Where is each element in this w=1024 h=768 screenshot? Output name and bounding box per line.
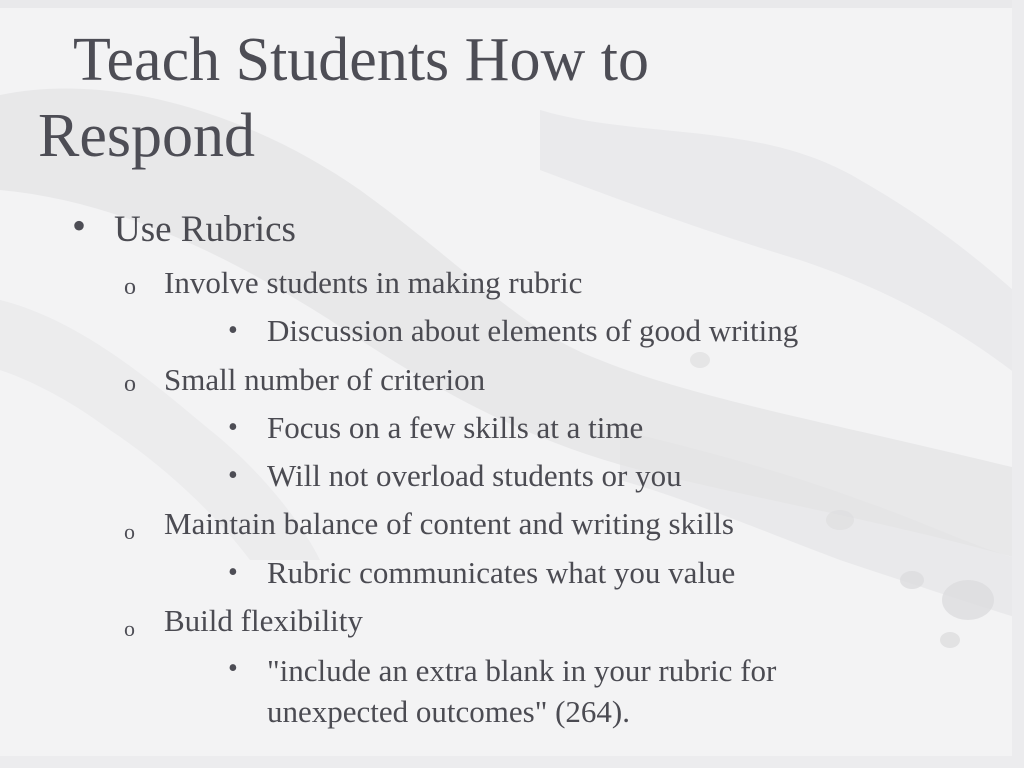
list-item-text: Involve students in making rubric [164, 265, 583, 300]
slide-title: Teach Students How to Respond [38, 26, 649, 170]
list-item [124, 361, 485, 399]
bullet-marker: o [124, 274, 136, 300]
bullet-marker: • [228, 460, 238, 491]
list-item [228, 554, 735, 592]
list-item-text: Maintain balance of content and writing skills [164, 506, 734, 541]
list-item-text: Focus on a few skills at a time [267, 410, 644, 445]
bullet-marker: o [124, 616, 135, 641]
list-item [124, 505, 734, 543]
list-item [228, 312, 798, 350]
list-item [228, 457, 682, 495]
bullet-marker: o [124, 519, 135, 544]
bullet-marker: o [124, 371, 136, 397]
list-item [124, 264, 582, 302]
list-item-text: Build flexibility [164, 603, 363, 638]
list-item-text: Small number of criterion [164, 362, 486, 397]
bullet-marker: • [228, 653, 238, 684]
bullet-marker: • [228, 412, 238, 443]
list-item [228, 409, 643, 447]
list-item-text: "include an extra blank in your rubric for unexpected outcomes" (264). [267, 653, 777, 729]
list-item-text: Rubric communicates what you value [267, 555, 736, 590]
list-item-text: Will not overload students or you [267, 458, 682, 493]
list-item [124, 602, 363, 640]
list-item-text: Discussion about elements of good writing [267, 313, 799, 348]
list-item-text: Use Rubrics [114, 209, 296, 250]
list-item [228, 650, 776, 732]
bullet-marker: • [228, 315, 238, 346]
list-item [72, 203, 296, 252]
bullet-marker: • [72, 203, 87, 248]
bullet-marker: • [228, 557, 238, 588]
